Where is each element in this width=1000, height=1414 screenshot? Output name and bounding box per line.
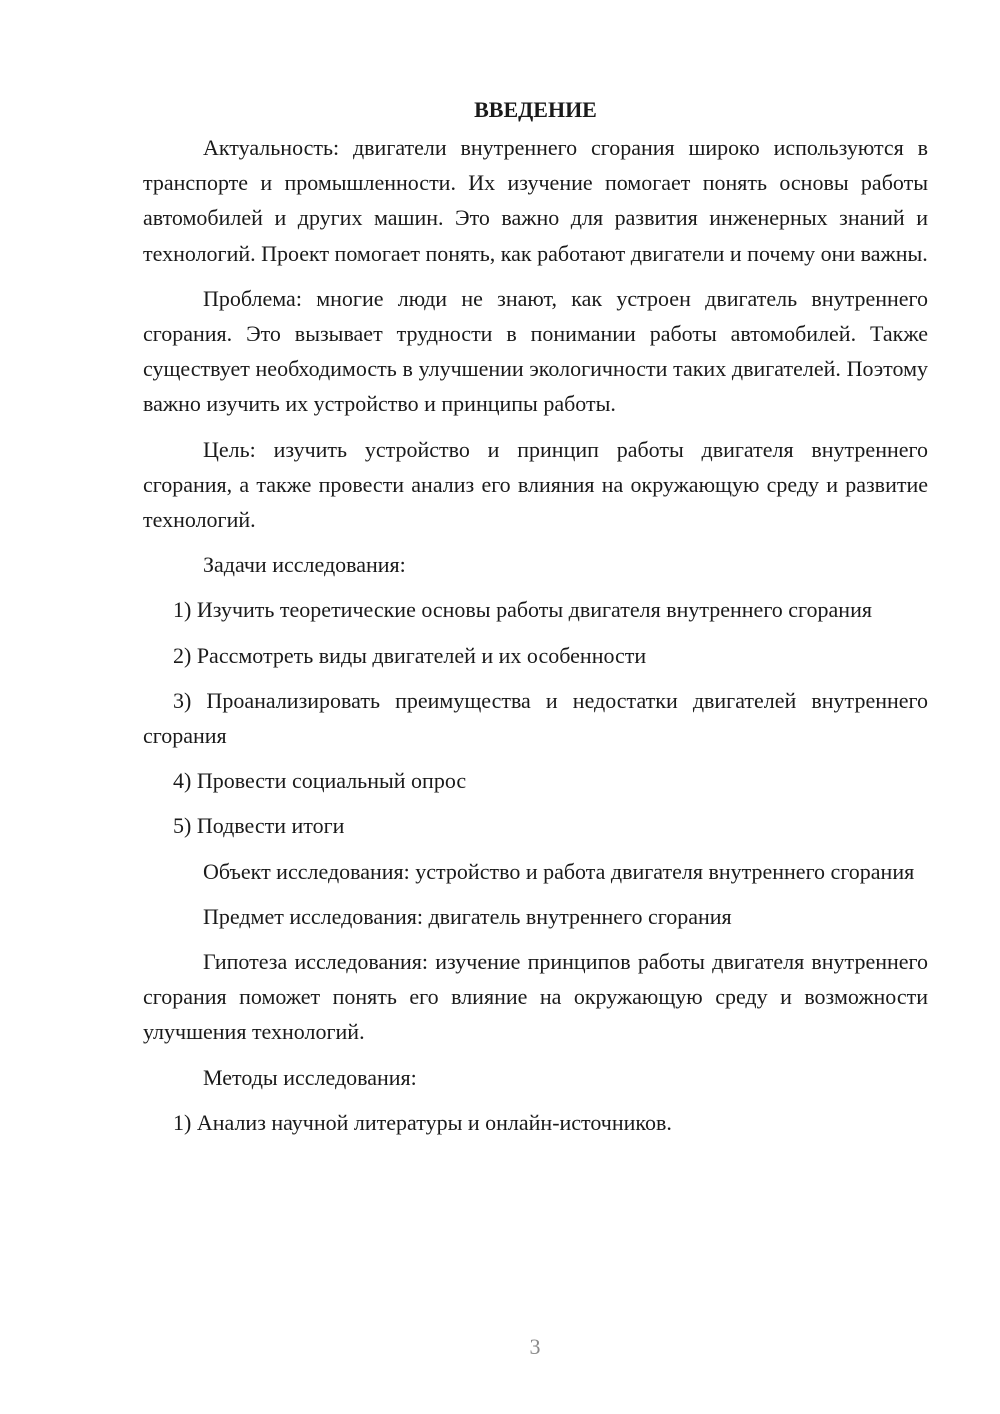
problem-paragraph: Проблема: многие люди не знают, как устроен двигатель внутреннего сгорания. Это вызывает трудности в понимании работы автомобилей. Также существует необходимость в улучшении экологичности таких двигателей. Поэтому важно изучить их устройство и принципы работы. bbox=[143, 285, 928, 417]
task-item-2: 2) Рассмотреть виды двигателей и их особенности bbox=[173, 642, 647, 668]
tasks-heading: Задачи исследования: bbox=[203, 552, 406, 578]
task-item-5: 5) Подвести итоги bbox=[173, 813, 345, 839]
goal-paragraph: Цель: изучить устройство и принцип работы двигателя внутреннего сгорания, а также провести анализ его влияния на окружающую среду и развитие технологий. bbox=[143, 436, 928, 533]
task-item-4: 4) Провести социальный опрос bbox=[173, 768, 467, 794]
hypothesis-paragraph: Гипотеза исследования: изучение принципов работы двигателя внутреннего сгорания поможет понять его влияние на окружающую среду и возможности улучшения технологий. bbox=[143, 949, 928, 1045]
research-object-paragraph: Объект исследования: устройство и работа двигателя внутреннего сгорания bbox=[203, 858, 915, 884]
relevance-paragraph: Актуальность: двигатели внутреннего сгорания широко используются в транспорте и промышленности. Их изучение помогает понять основы работы автомобилей и других машин. Это важно для развития инженерных знаний и технологий. Проект помогает понять, как работают двигатели и почему они важны. bbox=[143, 135, 928, 266]
page-content bbox=[143, 92, 928, 1140]
research-subject-paragraph: Предмет исследования: двигатель внутреннего сгорания bbox=[203, 903, 732, 929]
task-item-1: 1) Изучить теоретические основы работы двигателя внутреннего сгорания bbox=[173, 597, 872, 623]
methods-heading: Методы исследования: bbox=[203, 1064, 417, 1090]
task-item-3: 3) Проанализировать преимущества и недостатки двигателей внутреннего сгорания bbox=[143, 687, 928, 749]
page-title: ВВЕДЕНИЕ bbox=[474, 97, 597, 122]
method-item-1: 1) Анализ научной литературы и онлайн-источников. bbox=[173, 1109, 672, 1135]
page-number: 3 bbox=[529, 1334, 541, 1359]
